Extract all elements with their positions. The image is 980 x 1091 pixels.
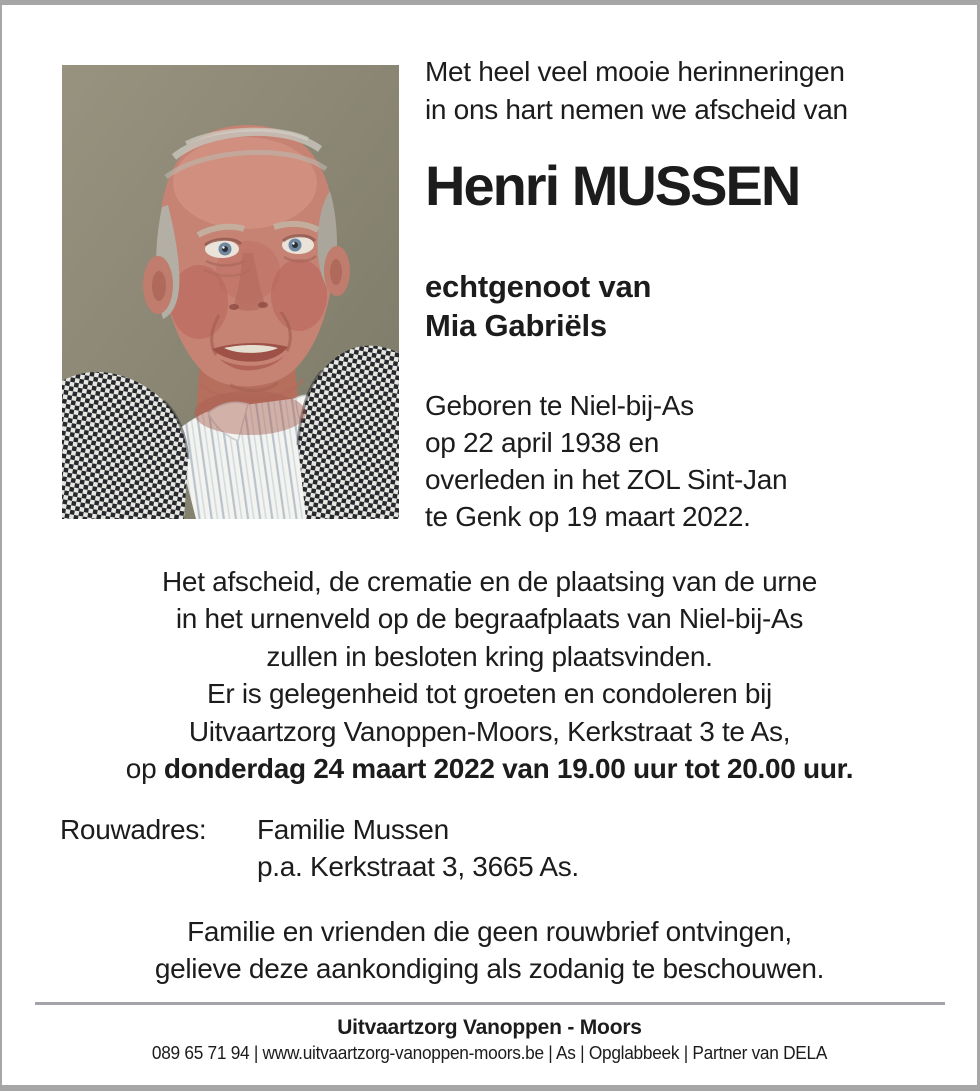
mourning-address bbox=[60, 811, 579, 885]
ceremony-line1: Het afscheid, de crematie en de plaatsing van de urne bbox=[162, 566, 817, 597]
mourning-address-line2: p.a. Kerkstraat 3, 3665 As. bbox=[257, 851, 579, 882]
ceremony-datetime-line bbox=[2, 750, 977, 787]
funeral-home-contact: 089 65 71 94 | www.uitvaartzorg-vanoppen-moors.be | As | Opglabbeek | Partner van DELA bbox=[151, 1043, 828, 1063]
intro-line1: Met heel veel mooie herinneringen bbox=[425, 56, 845, 87]
notice-text bbox=[2, 913, 977, 987]
relation-line2: Mia Gabriëls bbox=[425, 308, 607, 343]
mourning-address-value bbox=[257, 811, 579, 885]
life-line4: te Genk op 19 maart 2022. bbox=[425, 501, 751, 532]
notice-line2: gelieve deze aankondiging als zodanig te beschouwen. bbox=[154, 953, 825, 984]
footer-separator bbox=[35, 1002, 945, 1005]
ceremony-line5: Uitvaartzorg Vanoppen-Moors, Kerkstraat 3 te As, bbox=[188, 715, 791, 747]
life-line1: Geboren te Niel-bij-As bbox=[425, 390, 694, 421]
deceased-name: Henri MUSSEN bbox=[425, 154, 800, 217]
mourning-address-label: Rouwadres: bbox=[60, 814, 207, 845]
life-dates-text bbox=[425, 387, 787, 535]
portrait-photo bbox=[62, 65, 399, 519]
intro-line2: in ons hart nemen we afscheid van bbox=[425, 94, 848, 125]
ceremony-text bbox=[2, 563, 977, 787]
relation-line1: echtgenoot van bbox=[425, 269, 652, 304]
life-line3: overleden in het ZOL Sint-Jan bbox=[425, 464, 788, 495]
ceremony-line2: in het urnenveld op de begraafplaats van Niel-bij-As bbox=[175, 603, 804, 635]
ceremony-datetime-prefix: op bbox=[125, 753, 164, 785]
ceremony-line4: Er is gelegenheid tot groeten en condoleren bij bbox=[207, 678, 772, 710]
life-line2: op 22 april 1938 en bbox=[425, 427, 660, 458]
announcement-right-column bbox=[425, 5, 970, 565]
mourning-address-line1: Familie Mussen bbox=[257, 814, 449, 845]
ceremony-line3: zullen in besloten kring plaatsvinden. bbox=[266, 640, 713, 672]
relation-text bbox=[425, 267, 651, 345]
notice-line1: Familie en vrienden die geen rouwbrief ontvingen, bbox=[187, 916, 792, 947]
ceremony-datetime-bold: donderdag 24 maart 2022 van 19.00 uur tot 20.00 uur. bbox=[163, 753, 854, 785]
intro-text bbox=[425, 53, 848, 129]
funeral-home-name: Uitvaartzorg Vanoppen - Moors bbox=[337, 1016, 642, 1039]
